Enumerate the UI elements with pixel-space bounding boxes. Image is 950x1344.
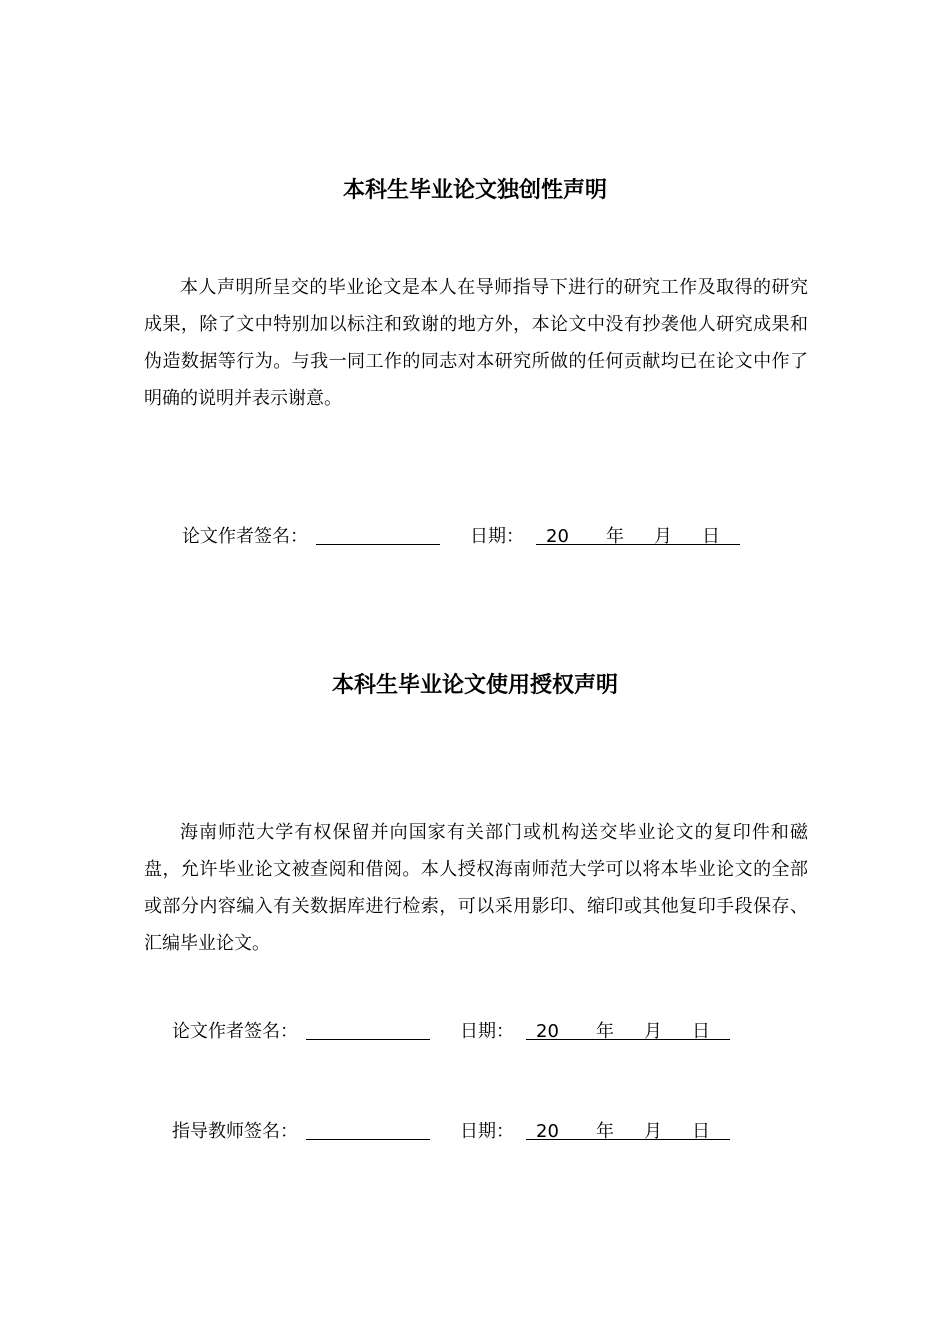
originality-paragraph: 本人声明所呈交的毕业论文是本人在导师指导下进行的研究工作及取得的研究成果，除了文中特别加以标注和致谢的地方外，本论文中没有抄袭他人研究成果和伪造数据等行为。与我一同工作的同志对本研究所做的任何贡献均已在论文中作了明确的说明并表示谢意。: [144, 277, 808, 409]
date-year-label: 年: [596, 1021, 614, 1042]
author-signature-blank[interactable]: [316, 544, 440, 545]
author-signature-blank[interactable]: [306, 1039, 430, 1040]
authorization-author-signature-row: [172, 1017, 742, 1047]
advisor-signature-blank[interactable]: [306, 1139, 430, 1140]
authorization-paragraph: 海南师范大学有权保留并向国家有关部门或机构送交毕业论文的复印件和磁盘，允许毕业论文被查阅和借阅。本人授权海南师范大学可以将本毕业论文的全部或部分内容编入有关数据库进行检索，可以采用影印、缩印或其他复印手段保存、汇编毕业论文。: [144, 822, 808, 954]
originality-title: 本科生毕业论文独创性声明: [342, 178, 607, 203]
date-label: 日期：: [460, 1021, 514, 1042]
date-year-label: 年: [596, 1121, 614, 1142]
authorization-title: 本科生毕业论文使用授权声明: [331, 673, 618, 698]
date-year-prefix: 20: [536, 1021, 559, 1042]
originality-signature-row: [182, 522, 752, 552]
advisor-signature-label: 指导教师签名：: [172, 1121, 298, 1142]
date-label: 日期：: [460, 1121, 514, 1142]
date-day-label: 日: [702, 526, 720, 547]
date-month-label: 月: [644, 1121, 662, 1142]
date-month-label: 月: [644, 1021, 662, 1042]
date-day-label: 日: [692, 1021, 710, 1042]
date-year-prefix: 20: [546, 526, 569, 547]
authorization-advisor-signature-row: [172, 1117, 742, 1147]
date-day-label: 日: [692, 1121, 710, 1142]
author-signature-label: 论文作者签名：: [182, 526, 308, 547]
date-month-label: 月: [654, 526, 672, 547]
date-year-label: 年: [606, 526, 624, 547]
date-label: 日期：: [470, 526, 524, 547]
date-year-prefix: 20: [536, 1121, 559, 1142]
author-signature-label: 论文作者签名：: [172, 1021, 298, 1042]
